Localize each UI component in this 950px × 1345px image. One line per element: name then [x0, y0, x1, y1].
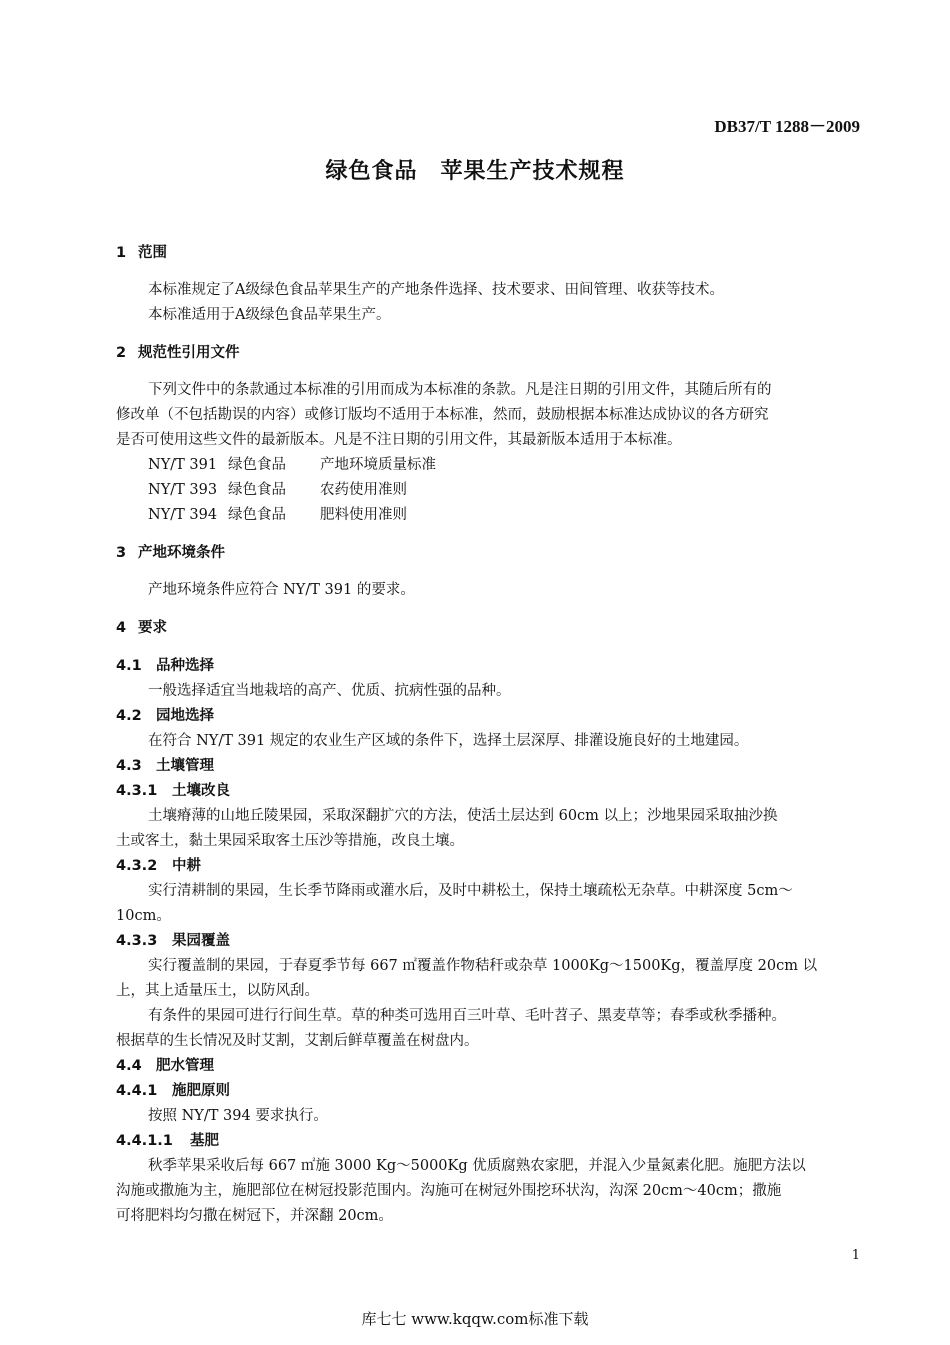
subsection-heading — [116, 704, 214, 725]
section-number: 4.3.3 — [116, 933, 158, 949]
paragraph: 在符合 NY/T 391 规定的农业生产区域的条件下，选择土层深厚、排灌设施良好的土地建园。 — [148, 733, 749, 749]
subsection-heading — [116, 1054, 214, 1075]
paragraph-line: 是否可使用这些文件的最新版本。凡是不注日期的引用文件，其最新版本适用于本标准。 — [116, 432, 682, 448]
paragraph-line: 土或客土，黏土果园采取客土压沙等措施，改良土壤。 — [116, 833, 464, 849]
reference-name: 农药使用准则 — [320, 482, 407, 498]
section-title: 中耕 — [172, 858, 201, 874]
document-title: 绿色食品 苹果生产技术规程 — [325, 159, 625, 184]
reference-code: NY/T 393 — [148, 482, 218, 498]
paragraph-line: 上，其上适量压土，以防风刮。 — [116, 983, 319, 999]
section-number: 1 — [116, 245, 127, 261]
subsection-heading — [116, 1079, 230, 1100]
reference-category: 绿色食品 — [228, 482, 286, 498]
paragraph-line: 沟施或撒施为主，施肥部位在树冠投影范围内。沟施可在树冠外围挖环状沟，沟深 20cm～40cm；撒施 — [116, 1183, 782, 1199]
section-number: 4.4.1.1 — [116, 1133, 173, 1149]
section-title: 园地选择 — [156, 708, 214, 724]
paragraph-line: 有条件的果园可进行行间生草。草的种类可选用百三叶草、毛叶苕子、黑麦草等；春季或秋季播种。 — [148, 1008, 786, 1024]
reference-item — [148, 453, 436, 474]
section-title: 基肥 — [190, 1133, 219, 1149]
reference-name: 产地环境质量标准 — [320, 457, 436, 473]
paragraph-line: 实行覆盖制的果园，于春夏季节每 667 ㎡覆盖作物秸秆或杂草 1000Kg～1500Kg，覆盖厚度 20cm 以 — [148, 958, 818, 974]
section-number: 4.2 — [116, 708, 142, 724]
section-number: 4 — [116, 620, 127, 636]
section-title: 肥水管理 — [156, 1058, 214, 1074]
section-number: 2 — [116, 345, 127, 361]
standard-code: DB37/T 1288－2009 — [714, 117, 860, 136]
paragraph: 一般选择适宜当地栽培的高产、优质、抗病性强的品种。 — [148, 683, 511, 699]
section-number: 3 — [116, 545, 127, 561]
paragraph: 产地环境条件应符合 NY/T 391 的要求。 — [148, 582, 415, 598]
section-title: 范围 — [138, 245, 167, 261]
subsection-heading — [116, 929, 230, 950]
section-heading — [116, 616, 167, 637]
reference-code: NY/T 394 — [148, 507, 218, 523]
paragraph-line: 下列文件中的条款通过本标准的引用而成为本标准的条款。凡是注日期的引用文件，其随后所有的 — [148, 382, 772, 398]
paragraph-line: 秋季苹果采收后每 667 ㎡施 3000 Kg～5000Kg 优质腐熟农家肥，并混入少量氮素化肥。施肥方法以 — [148, 1158, 806, 1174]
page-number: 1 — [851, 1248, 860, 1263]
paragraph-line: 修改单（不包括勘误的内容）或修订版均不适用于本标准，然而，鼓励根据本标准达成协议的各方研究 — [116, 407, 769, 423]
section-title: 要求 — [138, 620, 167, 636]
subsection-heading — [116, 779, 230, 800]
section-title: 规范性引用文件 — [138, 345, 240, 361]
subsection-heading — [116, 754, 214, 775]
paragraph-line: 可将肥料均匀撒在树冠下，并深翻 20cm。 — [116, 1208, 393, 1224]
paragraph: 按照 NY/T 394 要求执行。 — [148, 1108, 328, 1124]
section-number: 4.3 — [116, 758, 142, 774]
section-number: 4.4.1 — [116, 1083, 158, 1099]
footer-watermark: 库七七 www.kqqw.com标准下载 — [361, 1310, 589, 1328]
section-heading — [116, 341, 240, 362]
subsection-heading — [116, 654, 214, 675]
section-title: 土壤改良 — [172, 783, 230, 799]
paragraph-line: 10cm。 — [116, 908, 171, 924]
section-title: 土壤管理 — [156, 758, 214, 774]
section-title: 品种选择 — [156, 658, 214, 674]
paragraph-line: 土壤瘠薄的山地丘陵果园，采取深翻扩穴的方法，使活土层达到 60cm 以上；沙地果园采取抽沙换 — [148, 808, 778, 824]
reference-name: 肥料使用准则 — [320, 507, 407, 523]
reference-item — [148, 503, 407, 524]
paragraph: 本标准规定了A级绿色食品苹果生产的产地条件选择、技术要求、田间管理、收获等技术。 — [148, 282, 724, 298]
reference-code: NY/T 391 — [148, 457, 218, 473]
section-number: 4.3.1 — [116, 783, 158, 799]
section-title: 施肥原则 — [172, 1083, 230, 1099]
section-title: 产地环境条件 — [138, 545, 225, 561]
section-number: 4.4 — [116, 1058, 142, 1074]
section-number: 4.3.2 — [116, 858, 158, 874]
section-number: 4.1 — [116, 658, 142, 674]
section-heading — [116, 541, 225, 562]
section-title: 果园覆盖 — [172, 933, 230, 949]
reference-category: 绿色食品 — [228, 457, 286, 473]
paragraph-line: 实行清耕制的果园，生长季节降雨或灌水后，及时中耕松土，保持土壤疏松无杂草。中耕深度 5cm～ — [148, 883, 793, 899]
paragraph-line: 根据草的生长情况及时艾割，艾割后鲜草覆盖在树盘内。 — [116, 1033, 479, 1049]
paragraph: 本标准适用于A级绿色食品苹果生产。 — [148, 307, 391, 323]
subsection-heading — [116, 854, 201, 875]
section-heading — [116, 241, 167, 262]
reference-category: 绿色食品 — [228, 507, 286, 523]
subsection-heading — [116, 1129, 219, 1150]
reference-item — [148, 478, 407, 499]
